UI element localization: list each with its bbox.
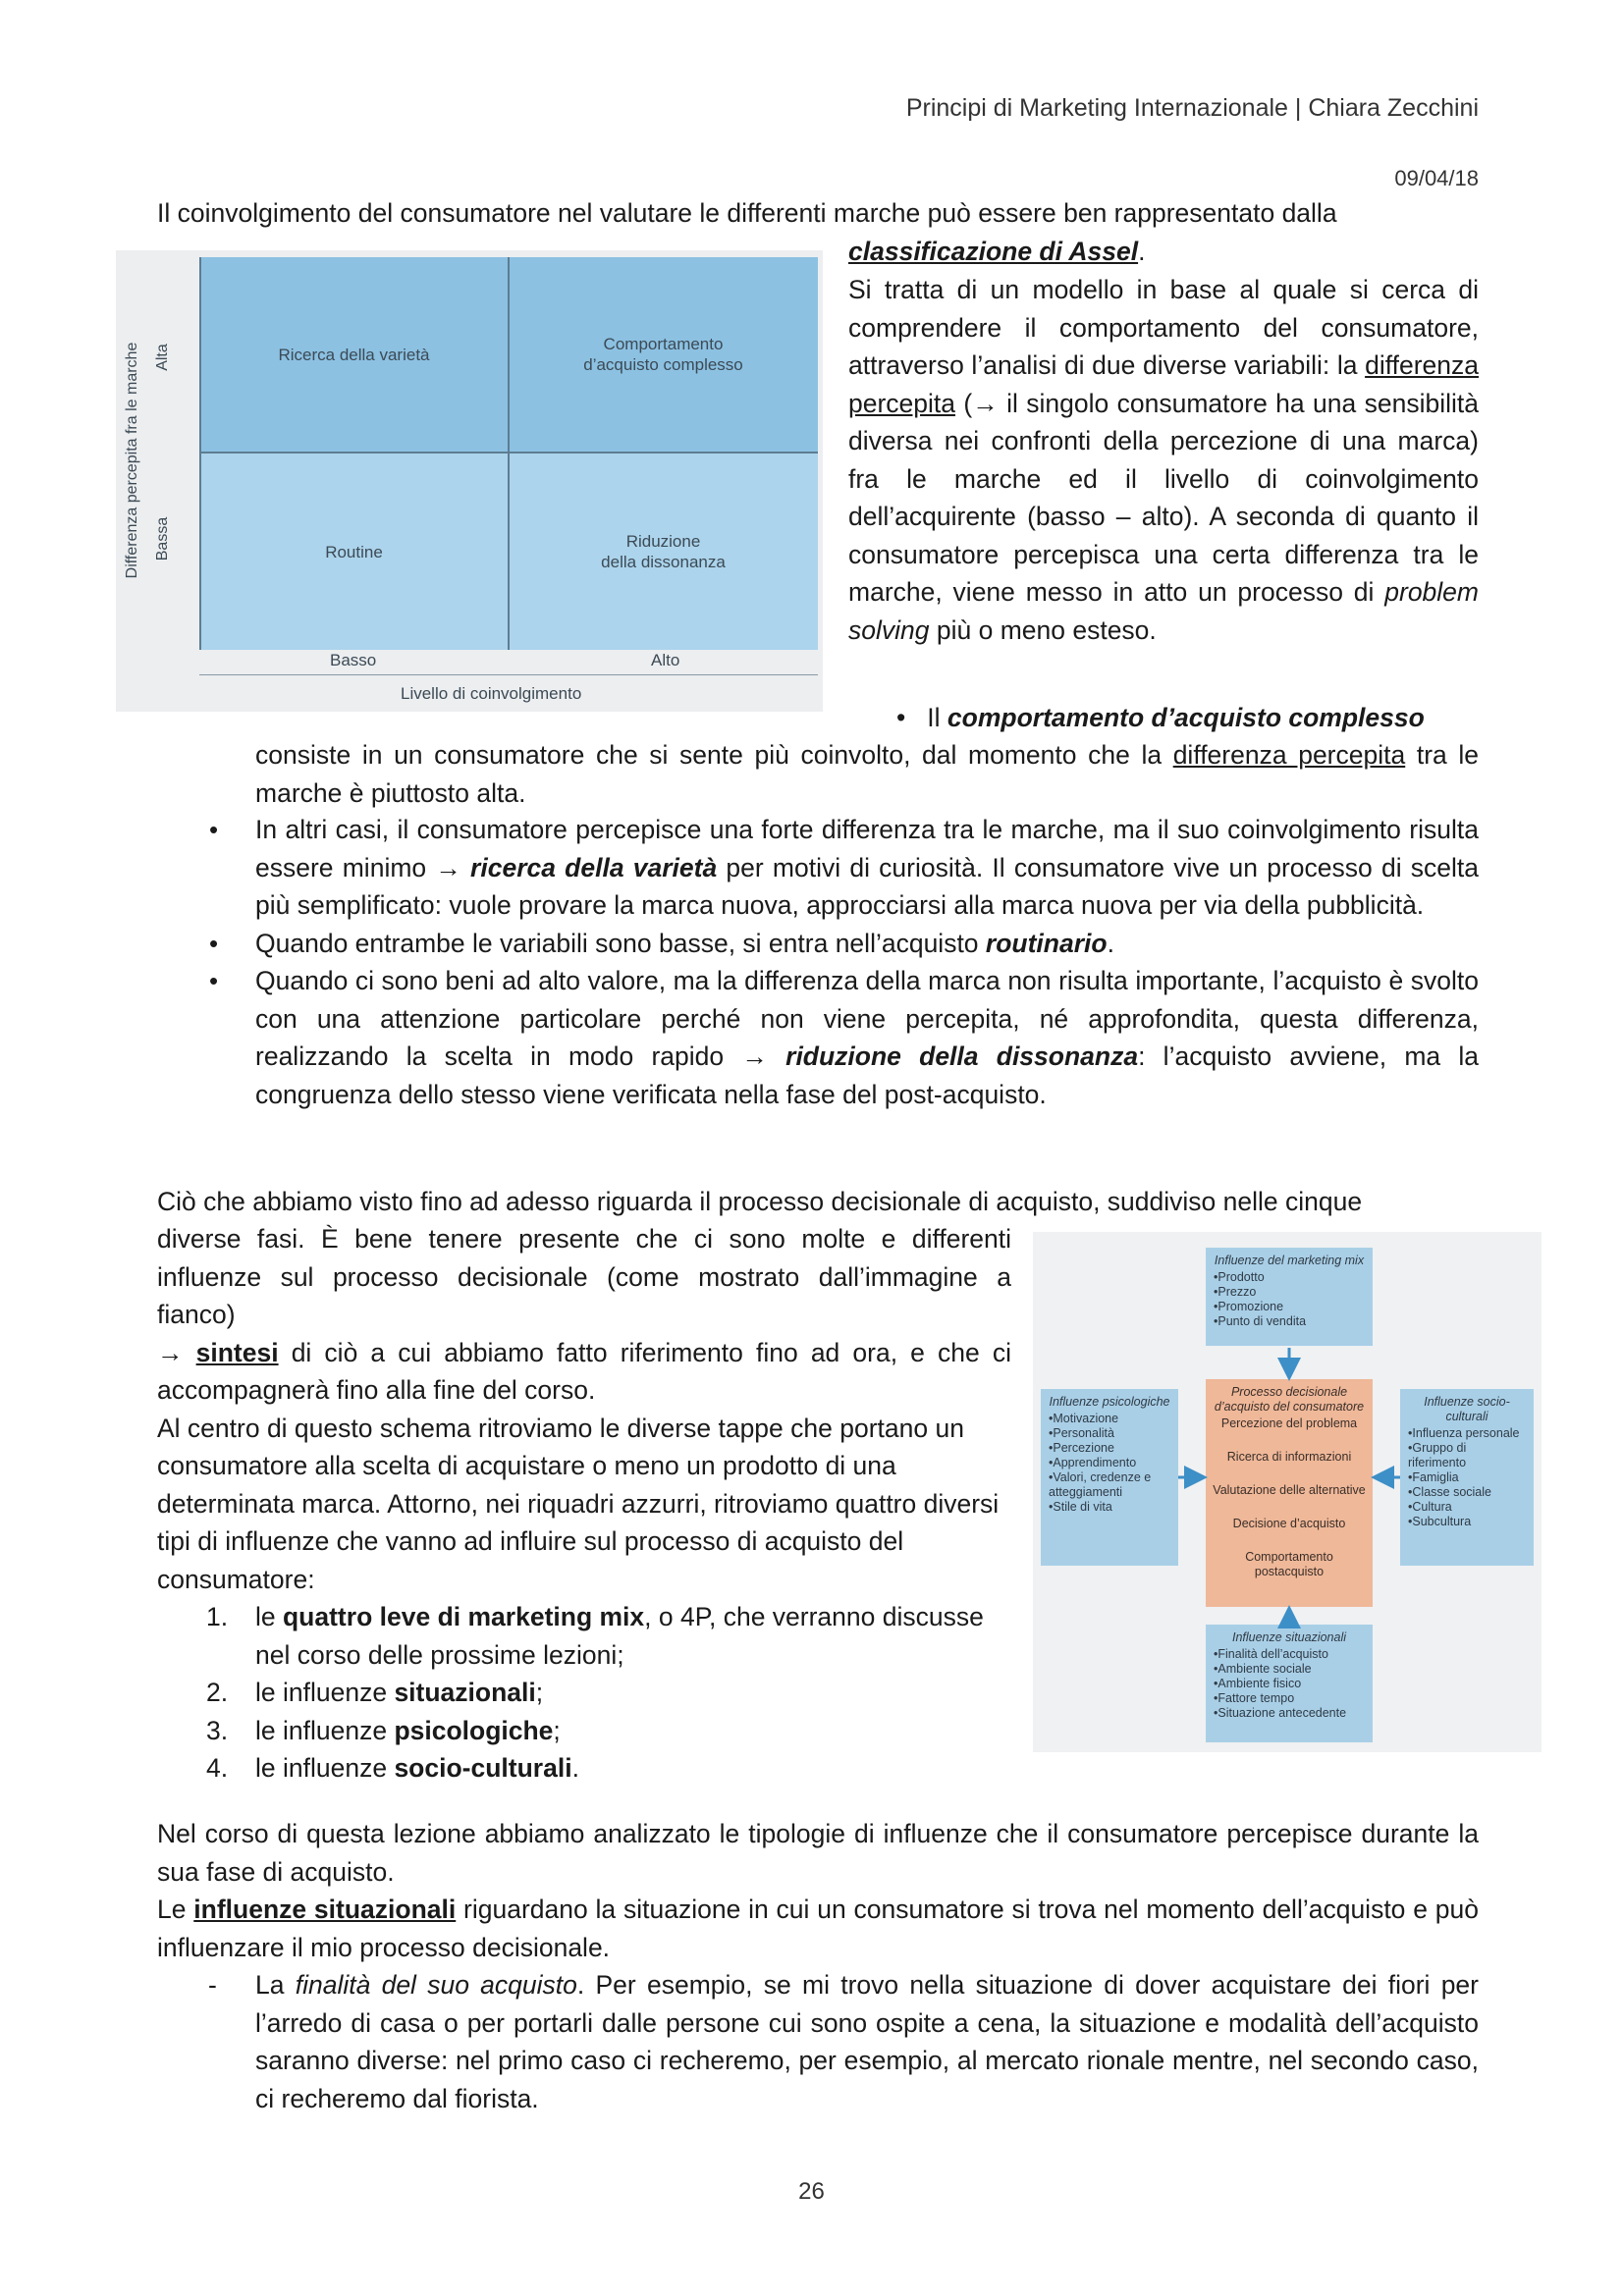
bullet-2: • In altri casi, il consumatore percepisce una forte differenza tra le marche, ma il suo coinvolgimento risulta essere minimo → ricerca della varietà per motivi di curiosità. Il consumatore vive un processo di scelta più semplificato: vuole provare la marca nuova, approcciarsi alla marca nuova per via della pubblicità. xyxy=(157,811,1479,925)
section2-first-line: Ciò che abbiamo visto fino ad adesso riguarda il processo decisionale di acquisto, suddiviso nelle cinque xyxy=(157,1187,1363,1216)
intro-line: Il coinvolgimento del consumatore nel valutare le differenti marche può essere ben rappresentato dalla xyxy=(157,198,1337,228)
influences-diagram xyxy=(1033,1232,1542,1752)
bullet-3: • Quando entrambe le variabili sono basse, si entra nell’acquisto routinario. xyxy=(157,925,1479,963)
assel-term: classificazione di Assel xyxy=(848,237,1139,266)
diagram-arrows xyxy=(1033,1232,1542,1752)
horizontal-divider xyxy=(199,452,818,454)
x-low-label: Basso xyxy=(330,651,377,669)
psychological-box: Influenze psicologiche • Motivazione • Personalità • Percezione • Apprendimento • Valori, credenze e atteggiamenti • Stile di vita xyxy=(1041,1389,1178,1566)
y-high-label: Alta xyxy=(153,344,171,371)
socio-cultural-box: Influenze socio-culturali • Influenza personale • Gruppo di riferimento • Famiglia • Classe sociale • Cultura • Subcultura xyxy=(1400,1389,1534,1566)
marketing-mix-box: Influenze del marketing mix • Prodotto • Prezzo • Promozione • Punto di vendita xyxy=(1206,1248,1373,1346)
cell-routine: Routine xyxy=(199,454,509,650)
cell-variety-seeking: Ricerca della varietà xyxy=(199,257,509,452)
influences-list xyxy=(157,1598,1011,1788)
section2-text: diverse fasi. È bene tenere presente che ci sono molte e differenti influenze sul processo decisionale (come mostrato dall’immagine a fianco) → sintesi di ciò a cui abbiamo fatto riferimento fino ad ora, e che ci accompagnerà fino alla fine del corso. Al centro di questo schema ritroviamo le diverse tappe che portano un consumatore alla scelta di acquistare o meno un prodotto di una determinata marca. Attorno, nei riquadri azzurri, ritroviamo quattro diversi tipi di influenze che vanno ad influire sul processo di acquisto del consumatore: 1. le quattro leve di marketing mix, o 4P, che verranno discusse nel corso delle prossime lezioni; 2. le influenze situazionali; 3. le influenze psicologiche; 4. le influenze socio-culturali. xyxy=(157,1220,1011,1788)
x-axis-line xyxy=(199,674,818,675)
x-high-label: Alto xyxy=(651,651,680,669)
assel-description: Si tratta di un modello in base al quale si cerca di comprendere il comportamento del consumatore, attraverso l’analisi di due diverse variabili: la differenza percepita (→ il singolo consumatore ha una sensibilità diversa nei confronti della percezione di una marca) fra le marche ed il livello di coinvolgimento dell’acquirente (basso – alto). A seconda di quanto il consumatore percepisca una certa differenza tra le marche, viene messo in atto un processo di problem solving più o meno esteso. xyxy=(848,275,1479,645)
x-axis-label: Livello di coinvolgimento xyxy=(401,684,582,703)
influence-item-2: 2. le influenze situazionali; xyxy=(206,1678,544,1707)
y-low-label: Bassa xyxy=(154,516,172,561)
cell-complex-buying: Comportamento d’acquisto complesso xyxy=(509,257,818,452)
y-axis-label: Differenza percepita fra le marche xyxy=(124,342,140,579)
decision-process-box: Processo decisionale d’acquisto del consumatore Percezione del problema Ricerca di informazioni Valutazione delle alternative Decisione d’acquisto Comportamento postacquisto xyxy=(1206,1379,1373,1607)
influence-item-4: 4. le influenze socio-culturali. xyxy=(206,1753,579,1783)
dash-item-1: - La finalità del suo acquisto. Per esempio, se mi trovo nella situazione di dover acquistare dei fiori per l’arredo di casa o per portarli dalle persone cui sono ospite a cena, la situazione e modalità dell’acquisto saranno diverse: nel primo caso ci recheremo, per esempio, al mercato rionale mentre, nel secondo caso, ci recheremo dal fiorista. xyxy=(157,1966,1479,2117)
bullet-1-lead: • Il comportamento d’acquisto complesso xyxy=(896,703,1425,732)
y-axis-line xyxy=(199,257,201,650)
intro-assel-title: classificazione di Assel. xyxy=(848,237,1146,266)
running-header: Principi di Marketing Internazionale | Chiara Zecchini xyxy=(905,94,1479,122)
bullet-1-rest: consiste in un consumatore che si sente più coinvolto, dal momento che la differenza percepita tra le marche è piuttosto alta. xyxy=(255,740,1479,808)
influence-item-3: 3. le influenze psicologiche; xyxy=(206,1715,561,1745)
lecture-date: 09/04/18 xyxy=(1394,166,1479,190)
situational-box: Influenze situazionali • Finalità dell’acquisto • Ambiente sociale • Ambiente fisico • Fattore tempo • Situazione antecedente xyxy=(1206,1625,1373,1742)
page-number: 26 xyxy=(798,2178,825,2205)
influence-item-1: 1. le quattro leve di marketing mix, o 4P, che verranno discusse nel corso delle prossime lezioni; xyxy=(206,1602,984,1670)
assel-matrix-figure xyxy=(116,250,823,712)
bullet-list xyxy=(157,811,1479,1113)
assel-grid xyxy=(199,257,818,650)
cell-dissonance-reduction: Riduzione della dissonanza xyxy=(509,454,818,650)
vertical-divider xyxy=(508,257,510,650)
bullet-4: • Quando ci sono beni ad alto valore, ma la differenza della marca non risulta importante, l’acquisto è svolto con una attenzione particolare perché non viene percepita, né approfondita, questa differenza, realizzando la scelta in modo rapido → riduzione della dissonanza: l’acquisto avviene, ma la congruenza dello stesso viene verificata nella fase del post-acquisto. xyxy=(157,962,1479,1113)
section3: Nel corso di questa lezione abbiamo analizzato le tipologie di influenze che il consumatore percepisce durante la sua fase di acquisto. Le influenze situazionali riguardano la situazione in cui un consumatore si trova nel momento dell’acquisto e può influenzare il mio processo decisionale. - La finalità del suo acquisto. Per esempio, se mi trovo nella situazione di dover acquistare dei fiori per l’arredo di casa o per portarli dalle persone cui sono ospite a cena, la situazione e modalità dell’acquisto saranno diverse: nel primo caso ci recheremo, per esempio, al mercato rionale mentre, nel secondo caso, ci recheremo dal fiorista. xyxy=(157,1815,1479,2117)
